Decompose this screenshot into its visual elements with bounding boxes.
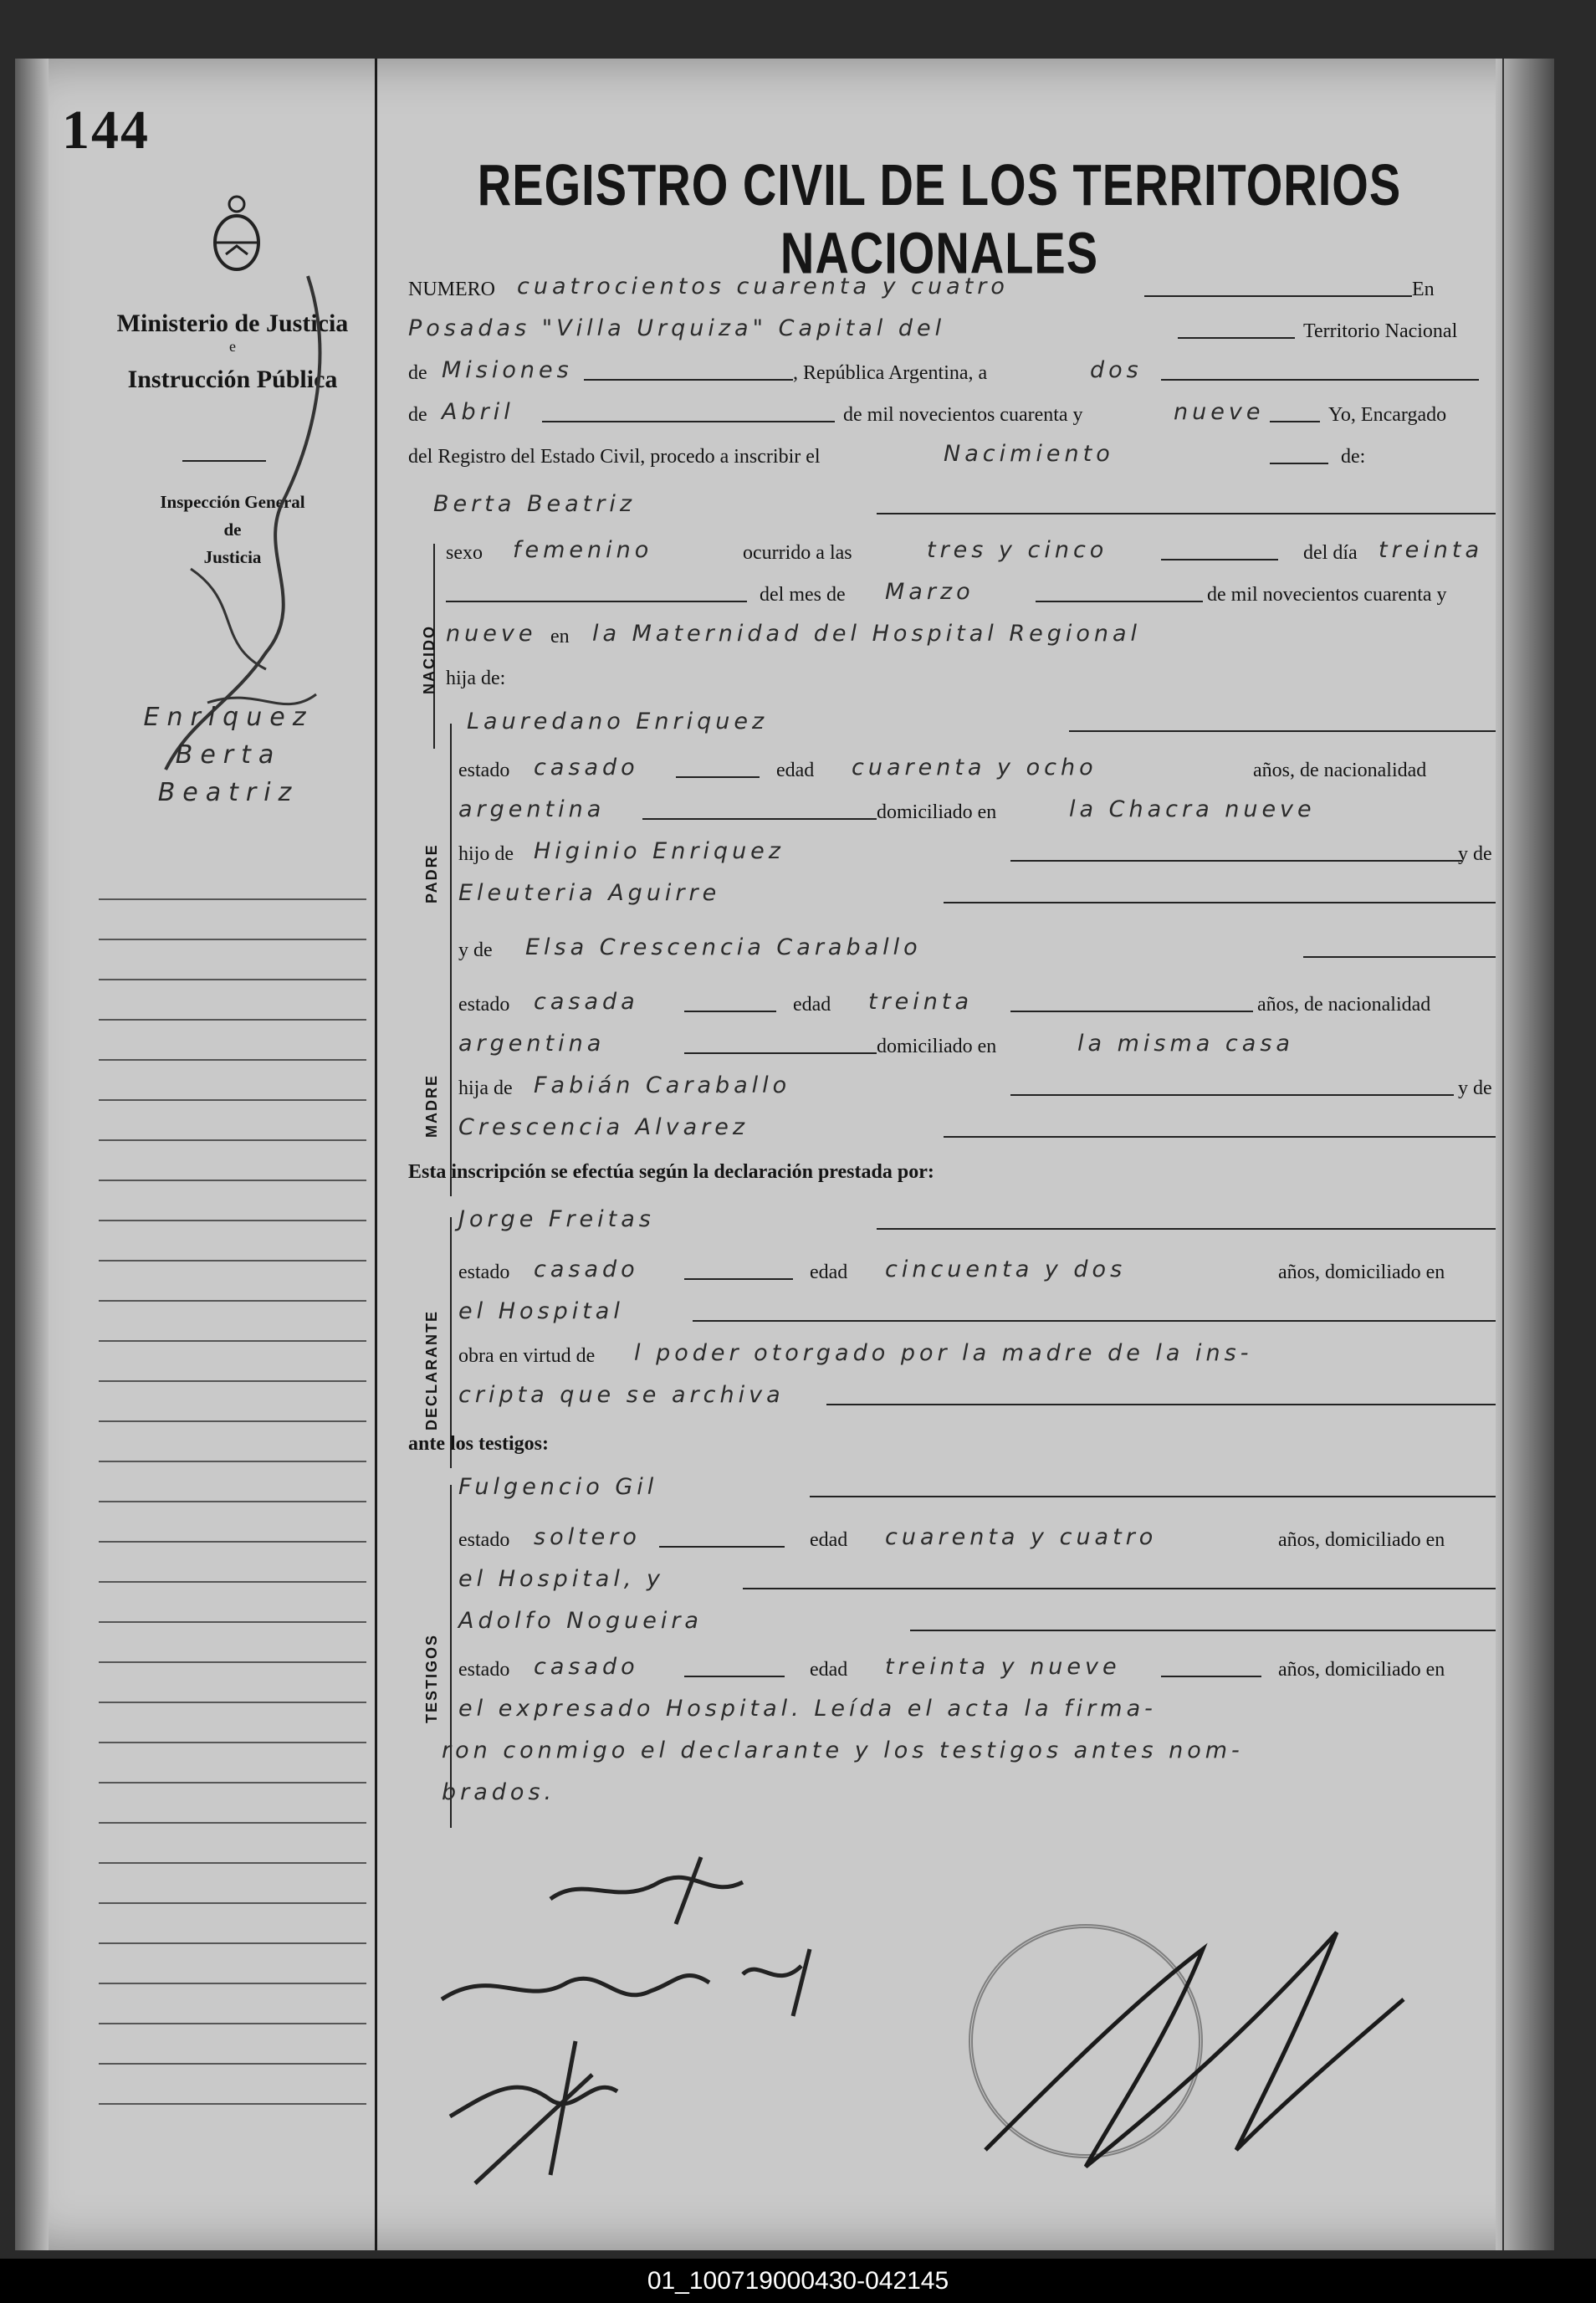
dash [1161, 379, 1479, 381]
de2-label: de: [1341, 446, 1366, 468]
dash [693, 1320, 1496, 1322]
edad-label: edad [776, 760, 815, 781]
lugar-nac-value: la Maternidad del Hospital Regional [592, 621, 1142, 647]
declarante-estado-value: casado [534, 1256, 639, 1282]
territorio-value: Misiones [442, 357, 573, 383]
dash [1161, 559, 1278, 560]
numero-label: NUMERO [408, 279, 496, 300]
edad-label: edad [810, 1659, 848, 1681]
row-padre-estado [408, 749, 1496, 787]
column-divider [375, 59, 377, 2250]
row-nombre [408, 485, 1496, 524]
padre-madre-value: Eleuteria Aguirre [458, 880, 721, 906]
declarante-domicilio-value: el Hospital [458, 1298, 624, 1324]
estado-label: estado [458, 760, 510, 781]
anios-dom-label: años, domiciliado en [1278, 1262, 1445, 1283]
row-hija [408, 657, 1496, 695]
row-padre-padres [408, 832, 1496, 871]
margin-surname: Enriquez [143, 703, 314, 732]
de-label: de [408, 404, 427, 426]
acto-value: Nacimiento [944, 441, 1114, 467]
dash [676, 776, 760, 778]
inscripcion-label: Esta inscripción se efectúa según la declaración prestada por: [408, 1161, 934, 1183]
margin-ruled-lines [99, 860, 366, 2132]
padre-nacionalidad-value: argentina [458, 796, 606, 822]
y-de2-label: y de [458, 939, 493, 961]
dash [1036, 601, 1203, 602]
dash [743, 1588, 1496, 1589]
cierre-value-2: brados. [442, 1779, 556, 1805]
row-numero [408, 268, 1496, 306]
row-madre-estado [408, 983, 1496, 1021]
nombre-value: Berta Beatriz [433, 491, 636, 517]
obra-label: obra en virtud de [458, 1345, 596, 1367]
territorio-label: Territorio Nacional [1303, 320, 1458, 342]
page-edge-shadow [1496, 59, 1554, 2250]
estado-label: estado [458, 1529, 510, 1551]
madre-padre-value: Fabián Caraballo [534, 1072, 791, 1098]
row-lugar-nac [408, 615, 1496, 653]
row-cierre-2 [408, 1773, 1496, 1812]
dash [1270, 421, 1320, 422]
row-testigo2-nombre [408, 1602, 1496, 1640]
row-testigo1-dom [408, 1560, 1496, 1599]
declarante-obra-value-2: cripta que se archiva [458, 1382, 785, 1408]
row-inscripcion [408, 1150, 1496, 1189]
estado-label: estado [458, 1659, 510, 1681]
dia-nac-value: treinta [1379, 537, 1484, 563]
hijo-de-label: hijo de [458, 843, 514, 865]
anio-value: nueve [1174, 399, 1265, 425]
madre-estado-value: casada [534, 989, 639, 1015]
dash [684, 1011, 776, 1012]
ocurrido-label: ocurrido a las [743, 542, 852, 564]
dash [944, 1136, 1496, 1138]
margin-second-name: Beatriz [157, 778, 299, 807]
dash [826, 1404, 1496, 1405]
sexo-label: sexo [446, 542, 483, 564]
dash [642, 818, 877, 820]
row-madre-nombre [408, 929, 1496, 967]
row-padre-madre [408, 874, 1496, 913]
testigo2-domicilio-value: el expresado Hospital. Leída el acta la firma- [458, 1696, 1157, 1722]
padre-domicilio-value: la Chacra nueve [1069, 796, 1316, 822]
padre-padre-value: Higinio Enriquez [534, 838, 785, 864]
declarante-obra-value-1: l poder otorgado por la madre de la ins- [634, 1340, 1253, 1366]
anio-label: de mil novecientos cuarenta y [843, 404, 1083, 426]
scan-footer-id: 01_100719000430-042145 [0, 2259, 1596, 2303]
republica-label: , República Argentina, a [793, 362, 988, 384]
row-mes-nac [408, 573, 1496, 612]
margin-first-name: Berta [175, 740, 282, 770]
edad-label: edad [810, 1529, 848, 1551]
dash [1010, 860, 1462, 862]
en2-label: en [550, 626, 570, 647]
testigo1-domicilio-value: el Hospital, y [458, 1566, 665, 1592]
padre-edad-value: cuarenta y ocho [852, 755, 1097, 780]
anios-dom-label: años, domiciliado en [1278, 1529, 1445, 1551]
anios-nac-label: años, de nacionalidad [1253, 760, 1427, 781]
row-declarante-nombre [408, 1200, 1496, 1239]
estado-label: estado [458, 1262, 510, 1283]
hija-de-label: hija de [458, 1077, 513, 1099]
dash [584, 379, 793, 381]
dash [877, 513, 1496, 514]
row-testigo1-nombre [408, 1468, 1496, 1507]
inspeccion-line-2: de [223, 519, 242, 540]
en-label: En [1412, 279, 1435, 300]
dash [944, 902, 1496, 903]
madre-nacionalidad-value: argentina [458, 1031, 606, 1057]
registrar-signature-icon [952, 1899, 1420, 2200]
madre-domicilio-value: la misma casa [1077, 1031, 1294, 1057]
row-territorio [408, 351, 1496, 390]
row-testigo2-dom [408, 1690, 1496, 1728]
mes-value: Abril [442, 399, 514, 425]
dash [684, 1052, 877, 1054]
dash [1161, 1676, 1261, 1677]
del-dia-label: del día [1303, 542, 1358, 564]
dash [1144, 295, 1412, 297]
dash [1303, 956, 1496, 958]
dash [1010, 1094, 1454, 1096]
y-de-label: y de [1458, 843, 1492, 865]
row-declarante-dom [408, 1292, 1496, 1331]
dash [1178, 337, 1295, 339]
declarante-edad-value: cincuenta y dos [885, 1256, 1127, 1282]
testigo1-edad-value: cuarenta y cuatro [885, 1524, 1158, 1550]
padre-nombre-value: Lauredano Enriquez [467, 709, 769, 734]
row-anio [408, 393, 1496, 432]
row-declarante-obra-2 [408, 1376, 1496, 1415]
dash [1010, 1011, 1253, 1012]
row-testigos [408, 1422, 1496, 1461]
testigo2-edad-value: treinta y nueve [885, 1654, 1121, 1680]
y-de-label: y de [1458, 1077, 1492, 1099]
domiciliado-label: domiciliado en [877, 801, 997, 823]
madre-nombre-value: Elsa Crescencia Caraballo [525, 934, 922, 960]
row-madre-nac [408, 1025, 1496, 1063]
dash [1270, 463, 1328, 464]
dash [659, 1546, 785, 1548]
dash [910, 1630, 1496, 1631]
row-lugar [408, 310, 1496, 348]
mes-nac-value: Marzo [885, 579, 974, 605]
page-title: REGISTRO CIVIL DE LOS TERRITORIOS NACIONALES [477, 151, 1402, 286]
domiciliado-label: domiciliado en [877, 1036, 997, 1057]
dash [1069, 730, 1496, 732]
edad-label: edad [793, 994, 831, 1016]
hora-value: tres y cinco [927, 537, 1108, 563]
de-label: de [408, 362, 427, 384]
hija-label: hija de: [446, 668, 506, 689]
testigo1-estado-value: soltero [534, 1524, 641, 1550]
ministerio-e: e [229, 338, 236, 355]
madre-madre-value: Crescencia Alvarez [458, 1114, 749, 1140]
sexo-value: femenino [513, 537, 653, 563]
testigos-section-label: TESTIGOS [423, 1633, 440, 1723]
anio-nac-value: nueve [446, 621, 537, 647]
padre-estado-value: casado [534, 755, 639, 780]
dash [684, 1278, 793, 1280]
row-sexo [408, 531, 1496, 570]
row-declarante-estado [408, 1251, 1496, 1289]
edad-label: edad [810, 1262, 848, 1283]
cierre-value-1: ron conmigo el declarante y los testigos antes nom- [442, 1737, 1244, 1763]
testigo2-estado-value: casado [534, 1654, 639, 1680]
declarante-section-label: DECLARANTE [423, 1310, 440, 1430]
numero-value: cuatrocientos cuarenta y cuatro [517, 274, 1009, 299]
estado-label: estado [458, 994, 510, 1016]
inspeccion-line-1: Inspección General [160, 492, 305, 512]
declarante-nombre-value: Jorge Freitas [458, 1206, 655, 1232]
anios-label: años, de nacionalidad [1257, 994, 1431, 1016]
instruccion-label: Instrucción Pública [127, 366, 338, 393]
testigo1-nombre-value: Fulgencio Gil [458, 1474, 658, 1500]
dash [446, 601, 747, 602]
dash [684, 1676, 785, 1677]
signatures-icon [425, 1824, 927, 2225]
anios-dom-label: años, domiciliado en [1278, 1659, 1445, 1681]
register-page [15, 59, 1554, 2250]
nacido-section-label: NACIDO [421, 625, 437, 694]
testigo2-nombre-value: Adolfo Nogueira [458, 1608, 703, 1634]
row-madre-padres [408, 1067, 1496, 1105]
registro-label: del Registro del Estado Civil, procedo a inscribir el [408, 446, 821, 468]
padre-section-label: PADRE [423, 843, 440, 903]
page-number: 144 [62, 100, 150, 161]
row-testigo1-estado [408, 1518, 1496, 1557]
mil-label: de mil novecientos cuarenta y [1207, 584, 1447, 606]
madre-section-label: MADRE [423, 1074, 440, 1138]
dash [810, 1496, 1496, 1497]
row-madre-madre [408, 1108, 1496, 1147]
row-testigo2-estado [408, 1648, 1496, 1686]
row-padre-nombre [408, 703, 1496, 741]
row-cierre-1 [408, 1732, 1496, 1770]
del-mes-label: del mes de [760, 584, 846, 606]
madre-edad-value: treinta [868, 989, 974, 1015]
dash [542, 421, 835, 422]
dash [877, 1228, 1496, 1230]
inspeccion-line-3: Justicia [203, 547, 262, 567]
row-registro [408, 435, 1496, 473]
lugar-value: Posadas "Villa Urquiza" Capital del [408, 315, 946, 341]
row-declarante-obra [408, 1334, 1496, 1373]
binding-shadow [15, 59, 49, 2250]
testigos-label: ante los testigos: [408, 1433, 549, 1455]
ministerio-label: Ministerio de Justicia [116, 310, 349, 337]
dia-value: dos [1090, 357, 1143, 383]
yo-label: Yo, Encargado [1328, 404, 1447, 426]
row-padre-nac [408, 791, 1496, 829]
